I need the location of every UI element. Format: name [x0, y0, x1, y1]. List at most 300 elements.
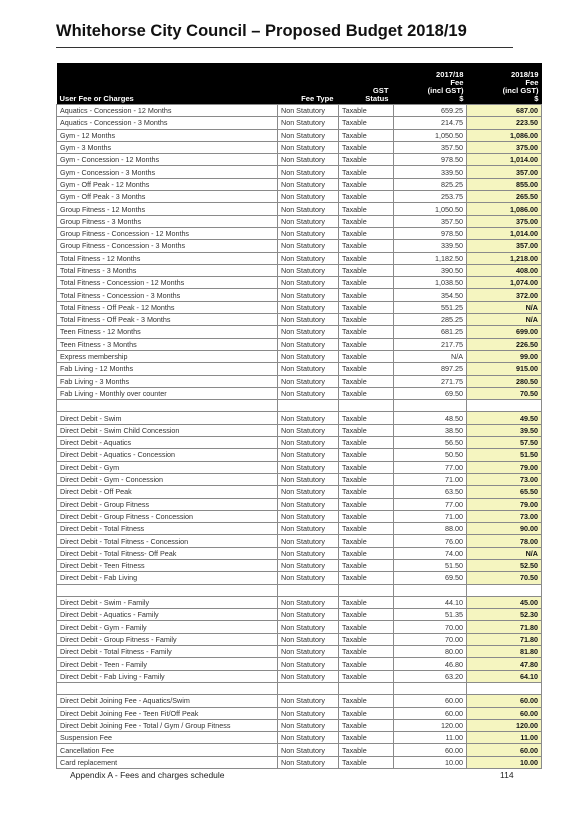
cell-fee-name: Aquatics - Concession - 3 Months: [57, 117, 278, 129]
cell-fee-name: Fab Living - 12 Months: [57, 363, 278, 375]
title-divider: [56, 47, 513, 48]
cell-fee-2018-19: 65.50: [467, 486, 542, 498]
cell-fee-2018-19: 855.00: [467, 178, 542, 190]
cell-gst-status: [339, 584, 394, 596]
cell-gst-status: Taxable: [339, 314, 394, 326]
cell-fee-type: Non Statutory: [278, 387, 339, 399]
cell-fee-2017-18: 88.00: [394, 523, 467, 535]
cell-fee-2017-18: 80.00: [394, 646, 467, 658]
cell-gst-status: Taxable: [339, 117, 394, 129]
cell-fee-type: Non Statutory: [278, 461, 339, 473]
cell-fee-type: Non Statutory: [278, 350, 339, 362]
cell-fee-name: Total Fitness - Off Peak - 12 Months: [57, 301, 278, 313]
cell-fee-name: Direct Debit - Fab Living: [57, 572, 278, 584]
cell-fee-type: [278, 400, 339, 412]
cell-fee-2017-18: 70.00: [394, 621, 467, 633]
table-row: [57, 756, 542, 768]
cell-fee-type: Non Statutory: [278, 178, 339, 190]
cell-gst-status: Taxable: [339, 449, 394, 461]
cell-fee-2018-19: 71.80: [467, 621, 542, 633]
cell-fee-2018-19: 49.50: [467, 412, 542, 424]
cell-fee-type: Non Statutory: [278, 646, 339, 658]
cell-gst-status: Taxable: [339, 412, 394, 424]
cell-fee-2018-19: 120.00: [467, 719, 542, 731]
cell-fee-2018-19: 81.80: [467, 646, 542, 658]
table-row: [57, 277, 542, 289]
cell-fee-2018-19: 1,014.00: [467, 154, 542, 166]
cell-fee-2018-19: 52.50: [467, 559, 542, 571]
cell-gst-status: Taxable: [339, 387, 394, 399]
cell-fee-2018-19: 10.00: [467, 756, 542, 768]
cell-fee-type: Non Statutory: [278, 510, 339, 522]
cell-fee-2017-18: 253.75: [394, 191, 467, 203]
cell-gst-status: Taxable: [339, 350, 394, 362]
cell-fee-name: Gym - 3 Months: [57, 141, 278, 153]
cell-fee-type: Non Statutory: [278, 572, 339, 584]
cell-fee-type: Non Statutory: [278, 732, 339, 744]
cell-fee-2017-18: 56.50: [394, 437, 467, 449]
cell-fee-name: Fab Living - 3 Months: [57, 375, 278, 387]
cell-fee-2017-18: 217.75: [394, 338, 467, 350]
header-gst-line: GST: [372, 86, 389, 95]
cell-fee-type: Non Statutory: [278, 301, 339, 313]
cell-fee-name: Aquatics - Concession - 12 Months: [57, 105, 278, 117]
cell-gst-status: Taxable: [339, 215, 394, 227]
cell-gst-status: Taxable: [339, 719, 394, 731]
table-row: [57, 744, 542, 756]
cell-fee-name: Direct Debit - Aquatics - Concession: [57, 449, 278, 461]
cell-fee-2018-19: 70.50: [467, 387, 542, 399]
table-row: [57, 523, 542, 535]
cell-fee-2017-18: 60.00: [394, 744, 467, 756]
cell-fee-2018-19: 73.00: [467, 510, 542, 522]
cell-fee-type: Non Statutory: [278, 486, 339, 498]
page-number: 114: [500, 770, 514, 780]
header-new-line: $: [534, 94, 539, 103]
cell-fee-2018-19: N/A: [467, 547, 542, 559]
cell-fee-name: Fab Living - Monthly over counter: [57, 387, 278, 399]
cell-fee-type: Non Statutory: [278, 154, 339, 166]
cell-gst-status: Taxable: [339, 646, 394, 658]
cell-fee-2018-19: 372.00: [467, 289, 542, 301]
cell-fee-name: [57, 400, 278, 412]
cell-fee-type: Non Statutory: [278, 609, 339, 621]
table-row: [57, 498, 542, 510]
table-row: [57, 461, 542, 473]
table-row: [57, 510, 542, 522]
cell-fee-2017-18: 50.50: [394, 449, 467, 461]
header-new-line: Fee: [525, 78, 539, 87]
cell-fee-2017-18: 897.25: [394, 363, 467, 375]
table-row: [57, 621, 542, 633]
cell-gst-status: Taxable: [339, 633, 394, 645]
cell-fee-2017-18: 339.50: [394, 166, 467, 178]
table-row: [57, 437, 542, 449]
cell-gst-status: Taxable: [339, 437, 394, 449]
table-row: [57, 375, 542, 387]
header-new-line: 2018/19: [511, 70, 539, 79]
cell-fee-type: Non Statutory: [278, 473, 339, 485]
cell-fee-2018-19: 78.00: [467, 535, 542, 547]
cell-gst-status: Taxable: [339, 535, 394, 547]
cell-fee-name: Direct Debit - Total Fitness: [57, 523, 278, 535]
cell-fee-2017-18: 74.00: [394, 547, 467, 559]
cell-fee-2017-18: 44.10: [394, 596, 467, 608]
table-row: [57, 338, 542, 350]
cell-fee-2017-18: N/A: [394, 350, 467, 362]
cell-fee-name: Card replacement: [57, 756, 278, 768]
cell-fee-2017-18: 354.50: [394, 289, 467, 301]
cell-fee-2017-18: 390.50: [394, 264, 467, 276]
cell-fee-name: Teen Fitness - 12 Months: [57, 326, 278, 338]
header-fee-2017-18: [394, 63, 467, 105]
cell-fee-2018-19: 47.80: [467, 658, 542, 670]
header-prev-line: 2017/18: [436, 70, 464, 79]
cell-fee-2018-19: 223.50: [467, 117, 542, 129]
cell-fee-type: Non Statutory: [278, 252, 339, 264]
cell-fee-type: Non Statutory: [278, 633, 339, 645]
cell-fee-name: Total Fitness - Off Peak - 3 Months: [57, 314, 278, 326]
table-row: [57, 154, 542, 166]
table-row: [57, 707, 542, 719]
cell-fee-type: Non Statutory: [278, 264, 339, 276]
cell-fee-2017-18: 60.00: [394, 695, 467, 707]
fees-table-body: [57, 105, 542, 769]
cell-fee-name: Group Fitness - Concession - 3 Months: [57, 240, 278, 252]
cell-gst-status: Taxable: [339, 166, 394, 178]
header-row: [57, 63, 542, 105]
cell-fee-2017-18: 271.75: [394, 375, 467, 387]
cell-fee-2018-19: 71.80: [467, 633, 542, 645]
cell-fee-type: Non Statutory: [278, 326, 339, 338]
cell-fee-type: [278, 682, 339, 694]
cell-fee-2018-19: 79.00: [467, 461, 542, 473]
cell-fee-2018-19: [467, 400, 542, 412]
cell-fee-2018-19: 39.50: [467, 424, 542, 436]
cell-fee-2017-18: 69.50: [394, 387, 467, 399]
cell-fee-type: Non Statutory: [278, 203, 339, 215]
table-row: [57, 301, 542, 313]
cell-gst-status: Taxable: [339, 572, 394, 584]
cell-fee-name: Total Fitness - 12 Months: [57, 252, 278, 264]
cell-fee-name: Teen Fitness - 3 Months: [57, 338, 278, 350]
table-row: [57, 719, 542, 731]
cell-fee-2018-19: 70.50: [467, 572, 542, 584]
cell-fee-type: Non Statutory: [278, 424, 339, 436]
table-row: [57, 326, 542, 338]
cell-fee-2017-18: 357.50: [394, 215, 467, 227]
cell-fee-name: Total Fitness - Concession - 12 Months: [57, 277, 278, 289]
table-row: [57, 535, 542, 547]
cell-gst-status: Taxable: [339, 658, 394, 670]
header-prev-line: $: [459, 94, 464, 103]
table-row: [57, 387, 542, 399]
table-row: [57, 105, 542, 117]
cell-fee-2018-19: [467, 584, 542, 596]
table-row: [57, 363, 542, 375]
table-row: [57, 609, 542, 621]
cell-fee-2018-19: 375.00: [467, 141, 542, 153]
cell-fee-type: Non Statutory: [278, 129, 339, 141]
fees-table: [56, 63, 542, 769]
cell-fee-2018-19: 60.00: [467, 707, 542, 719]
cell-fee-name: Direct Debit - Gym - Family: [57, 621, 278, 633]
cell-gst-status: Taxable: [339, 277, 394, 289]
table-row: [57, 732, 542, 744]
cell-gst-status: Taxable: [339, 375, 394, 387]
cell-fee-name: Direct Debit - Swim: [57, 412, 278, 424]
cell-gst-status: Taxable: [339, 191, 394, 203]
cell-fee-name: Direct Debit - Teen Fitness: [57, 559, 278, 571]
cell-gst-status: Taxable: [339, 596, 394, 608]
cell-fee-2017-18: 1,050.50: [394, 129, 467, 141]
cell-fee-2017-18: 38.50: [394, 424, 467, 436]
cell-fee-2017-18: 48.50: [394, 412, 467, 424]
cell-fee-2018-19: 52.30: [467, 609, 542, 621]
table-row: [57, 240, 542, 252]
cell-fee-name: Group Fitness - Concession - 12 Months: [57, 227, 278, 239]
table-row: [57, 117, 542, 129]
cell-fee-2017-18: 825.25: [394, 178, 467, 190]
header-fee-or-charge: User Fee or Charges: [57, 63, 278, 105]
table-row: [57, 412, 542, 424]
cell-fee-2018-19: 699.00: [467, 326, 542, 338]
cell-fee-2018-19: 1,074.00: [467, 277, 542, 289]
cell-fee-name: Total Fitness - Concession - 3 Months: [57, 289, 278, 301]
cell-fee-name: Gym - 12 Months: [57, 129, 278, 141]
cell-fee-type: Non Statutory: [278, 707, 339, 719]
cell-gst-status: Taxable: [339, 289, 394, 301]
header-gst-line: Status: [365, 94, 389, 103]
cell-fee-type: Non Statutory: [278, 191, 339, 203]
cell-gst-status: Taxable: [339, 523, 394, 535]
cell-gst-status: Taxable: [339, 707, 394, 719]
table-row: [57, 547, 542, 559]
cell-fee-2018-19: [467, 682, 542, 694]
cell-fee-2018-19: 357.00: [467, 166, 542, 178]
header-prev-line: (incl GST): [427, 86, 464, 95]
cell-fee-2017-18: 120.00: [394, 719, 467, 731]
cell-fee-2017-18: 357.50: [394, 141, 467, 153]
footer-label: Appendix A - Fees and charges schedule: [70, 770, 225, 780]
cell-fee-name: Direct Debit - Total Fitness - Concession: [57, 535, 278, 547]
cell-gst-status: Taxable: [339, 326, 394, 338]
table-row: [57, 227, 542, 239]
cell-fee-2017-18: 69.50: [394, 572, 467, 584]
table-row: [57, 215, 542, 227]
cell-fee-type: Non Statutory: [278, 535, 339, 547]
cell-fee-type: Non Statutory: [278, 117, 339, 129]
cell-gst-status: Taxable: [339, 240, 394, 252]
cell-fee-2017-18: 978.50: [394, 154, 467, 166]
cell-fee-2018-19: 51.50: [467, 449, 542, 461]
cell-gst-status: Taxable: [339, 203, 394, 215]
cell-fee-2017-18: [394, 400, 467, 412]
cell-gst-status: Taxable: [339, 264, 394, 276]
cell-fee-2018-19: 60.00: [467, 695, 542, 707]
cell-fee-2017-18: 51.50: [394, 559, 467, 571]
table-row: [57, 129, 542, 141]
cell-fee-2018-19: 1,218.00: [467, 252, 542, 264]
cell-fee-2018-19: 57.50: [467, 437, 542, 449]
cell-gst-status: Taxable: [339, 129, 394, 141]
cell-fee-name: Direct Debit - Swim Child Concession: [57, 424, 278, 436]
cell-fee-type: Non Statutory: [278, 437, 339, 449]
cell-gst-status: Taxable: [339, 154, 394, 166]
table-row: [57, 559, 542, 571]
table-row: [57, 252, 542, 264]
cell-fee-2018-19: 90.00: [467, 523, 542, 535]
cell-fee-2017-18: 339.50: [394, 240, 467, 252]
header-new-line: (incl GST): [502, 86, 539, 95]
table-row: [57, 178, 542, 190]
cell-fee-name: Direct Debit - Swim - Family: [57, 596, 278, 608]
cell-fee-type: Non Statutory: [278, 719, 339, 731]
cell-fee-2018-19: 45.00: [467, 596, 542, 608]
cell-fee-type: Non Statutory: [278, 449, 339, 461]
cell-fee-2018-19: 11.00: [467, 732, 542, 744]
cell-fee-2018-19: 73.00: [467, 473, 542, 485]
cell-fee-2017-18: 214.75: [394, 117, 467, 129]
cell-fee-type: Non Statutory: [278, 596, 339, 608]
cell-gst-status: Taxable: [339, 461, 394, 473]
table-row: [57, 203, 542, 215]
cell-fee-name: Direct Debit - Group Fitness - Concession: [57, 510, 278, 522]
cell-gst-status: Taxable: [339, 301, 394, 313]
cell-fee-name: [57, 584, 278, 596]
cell-fee-type: [278, 584, 339, 596]
cell-fee-name: Direct Debit - Total Fitness - Family: [57, 646, 278, 658]
cell-fee-2017-18: [394, 682, 467, 694]
header-prev-line: Fee: [450, 78, 464, 87]
cell-fee-type: Non Statutory: [278, 314, 339, 326]
cell-fee-name: Direct Debit - Aquatics - Family: [57, 609, 278, 621]
cell-fee-2018-19: 79.00: [467, 498, 542, 510]
table-spacer-row: [57, 682, 542, 694]
cell-fee-name: Direct Debit Joining Fee - Total / Gym / Group Fitness: [57, 719, 278, 731]
cell-fee-2017-18: 1,182.50: [394, 252, 467, 264]
cell-fee-2017-18: 76.00: [394, 535, 467, 547]
cell-fee-2017-18: 681.25: [394, 326, 467, 338]
cell-fee-type: Non Statutory: [278, 658, 339, 670]
cell-fee-name: Gym - Concession - 3 Months: [57, 166, 278, 178]
cell-fee-2017-18: 10.00: [394, 756, 467, 768]
table-row: [57, 670, 542, 682]
cell-gst-status: Taxable: [339, 744, 394, 756]
cell-fee-name: Direct Debit Joining Fee - Aquatics/Swim: [57, 695, 278, 707]
cell-fee-type: Non Statutory: [278, 166, 339, 178]
cell-fee-2017-18: 77.00: [394, 461, 467, 473]
cell-gst-status: Taxable: [339, 424, 394, 436]
cell-fee-type: Non Statutory: [278, 227, 339, 239]
cell-fee-name: Gym - Off Peak - 3 Months: [57, 191, 278, 203]
cell-fee-2018-19: 687.00: [467, 105, 542, 117]
cell-gst-status: Taxable: [339, 670, 394, 682]
cell-fee-2018-19: N/A: [467, 314, 542, 326]
cell-fee-2017-18: [394, 584, 467, 596]
cell-fee-2017-18: 51.35: [394, 609, 467, 621]
cell-fee-2017-18: 71.00: [394, 510, 467, 522]
cell-fee-name: Direct Debit Joining Fee - Teen Fit/Off Peak: [57, 707, 278, 719]
cell-fee-2017-18: 70.00: [394, 633, 467, 645]
cell-gst-status: Taxable: [339, 559, 394, 571]
cell-gst-status: Taxable: [339, 486, 394, 498]
cell-fee-name: Group Fitness - 3 Months: [57, 215, 278, 227]
cell-fee-2017-18: 1,050.50: [394, 203, 467, 215]
cell-gst-status: Taxable: [339, 227, 394, 239]
table-row: [57, 166, 542, 178]
cell-fee-2018-19: 64.10: [467, 670, 542, 682]
cell-fee-type: Non Statutory: [278, 240, 339, 252]
table-row: [57, 141, 542, 153]
cell-fee-name: Gym - Off Peak - 12 Months: [57, 178, 278, 190]
table-row: [57, 596, 542, 608]
cell-fee-name: Group Fitness - 12 Months: [57, 203, 278, 215]
table-spacer-row: [57, 400, 542, 412]
cell-fee-name: Direct Debit - Teen - Family: [57, 658, 278, 670]
cell-gst-status: Taxable: [339, 498, 394, 510]
cell-fee-2018-19: 265.50: [467, 191, 542, 203]
cell-fee-type: Non Statutory: [278, 363, 339, 375]
cell-fee-name: Direct Debit - Group Fitness - Family: [57, 633, 278, 645]
cell-fee-2018-19: 1,014.00: [467, 227, 542, 239]
cell-fee-type: Non Statutory: [278, 523, 339, 535]
cell-fee-2018-19: 915.00: [467, 363, 542, 375]
cell-fee-2017-18: 71.00: [394, 473, 467, 485]
cell-gst-status: Taxable: [339, 252, 394, 264]
cell-fee-2018-19: 60.00: [467, 744, 542, 756]
cell-fee-2018-19: 226.50: [467, 338, 542, 350]
cell-fee-name: Cancellation Fee: [57, 744, 278, 756]
cell-fee-type: Non Statutory: [278, 338, 339, 350]
fees-table-header: [57, 63, 542, 105]
table-row: [57, 350, 542, 362]
cell-fee-2017-18: 285.25: [394, 314, 467, 326]
cell-fee-type: Non Statutory: [278, 141, 339, 153]
cell-fee-name: Direct Debit - Fab Living - Family: [57, 670, 278, 682]
cell-fee-2017-18: 46.80: [394, 658, 467, 670]
cell-fee-2018-19: 1,086.00: [467, 129, 542, 141]
cell-gst-status: [339, 400, 394, 412]
cell-gst-status: Taxable: [339, 609, 394, 621]
cell-fee-2018-19: 99.00: [467, 350, 542, 362]
cell-fee-type: Non Statutory: [278, 105, 339, 117]
cell-fee-name: Suspension Fee: [57, 732, 278, 744]
cell-fee-type: Non Statutory: [278, 215, 339, 227]
cell-gst-status: Taxable: [339, 178, 394, 190]
cell-fee-type: Non Statutory: [278, 695, 339, 707]
page-title: Whitehorse City Council – Proposed Budget 2018/19: [56, 22, 467, 40]
cell-fee-name: Direct Debit - Group Fitness: [57, 498, 278, 510]
cell-fee-type: Non Statutory: [278, 498, 339, 510]
cell-fee-2017-18: 60.00: [394, 707, 467, 719]
cell-fee-name: Gym - Concession - 12 Months: [57, 154, 278, 166]
cell-fee-2017-18: 77.00: [394, 498, 467, 510]
table-row: [57, 486, 542, 498]
cell-fee-type: Non Statutory: [278, 670, 339, 682]
table-row: [57, 473, 542, 485]
header-gst-status: [339, 63, 394, 105]
cell-fee-2017-18: 11.00: [394, 732, 467, 744]
table-row: [57, 424, 542, 436]
cell-fee-type: Non Statutory: [278, 289, 339, 301]
cell-fee-type: Non Statutory: [278, 621, 339, 633]
cell-fee-name: Direct Debit - Total Fitness- Off Peak: [57, 547, 278, 559]
cell-fee-2018-19: 1,086.00: [467, 203, 542, 215]
cell-gst-status: Taxable: [339, 510, 394, 522]
cell-fee-2017-18: 978.50: [394, 227, 467, 239]
cell-fee-2017-18: 551.25: [394, 301, 467, 313]
